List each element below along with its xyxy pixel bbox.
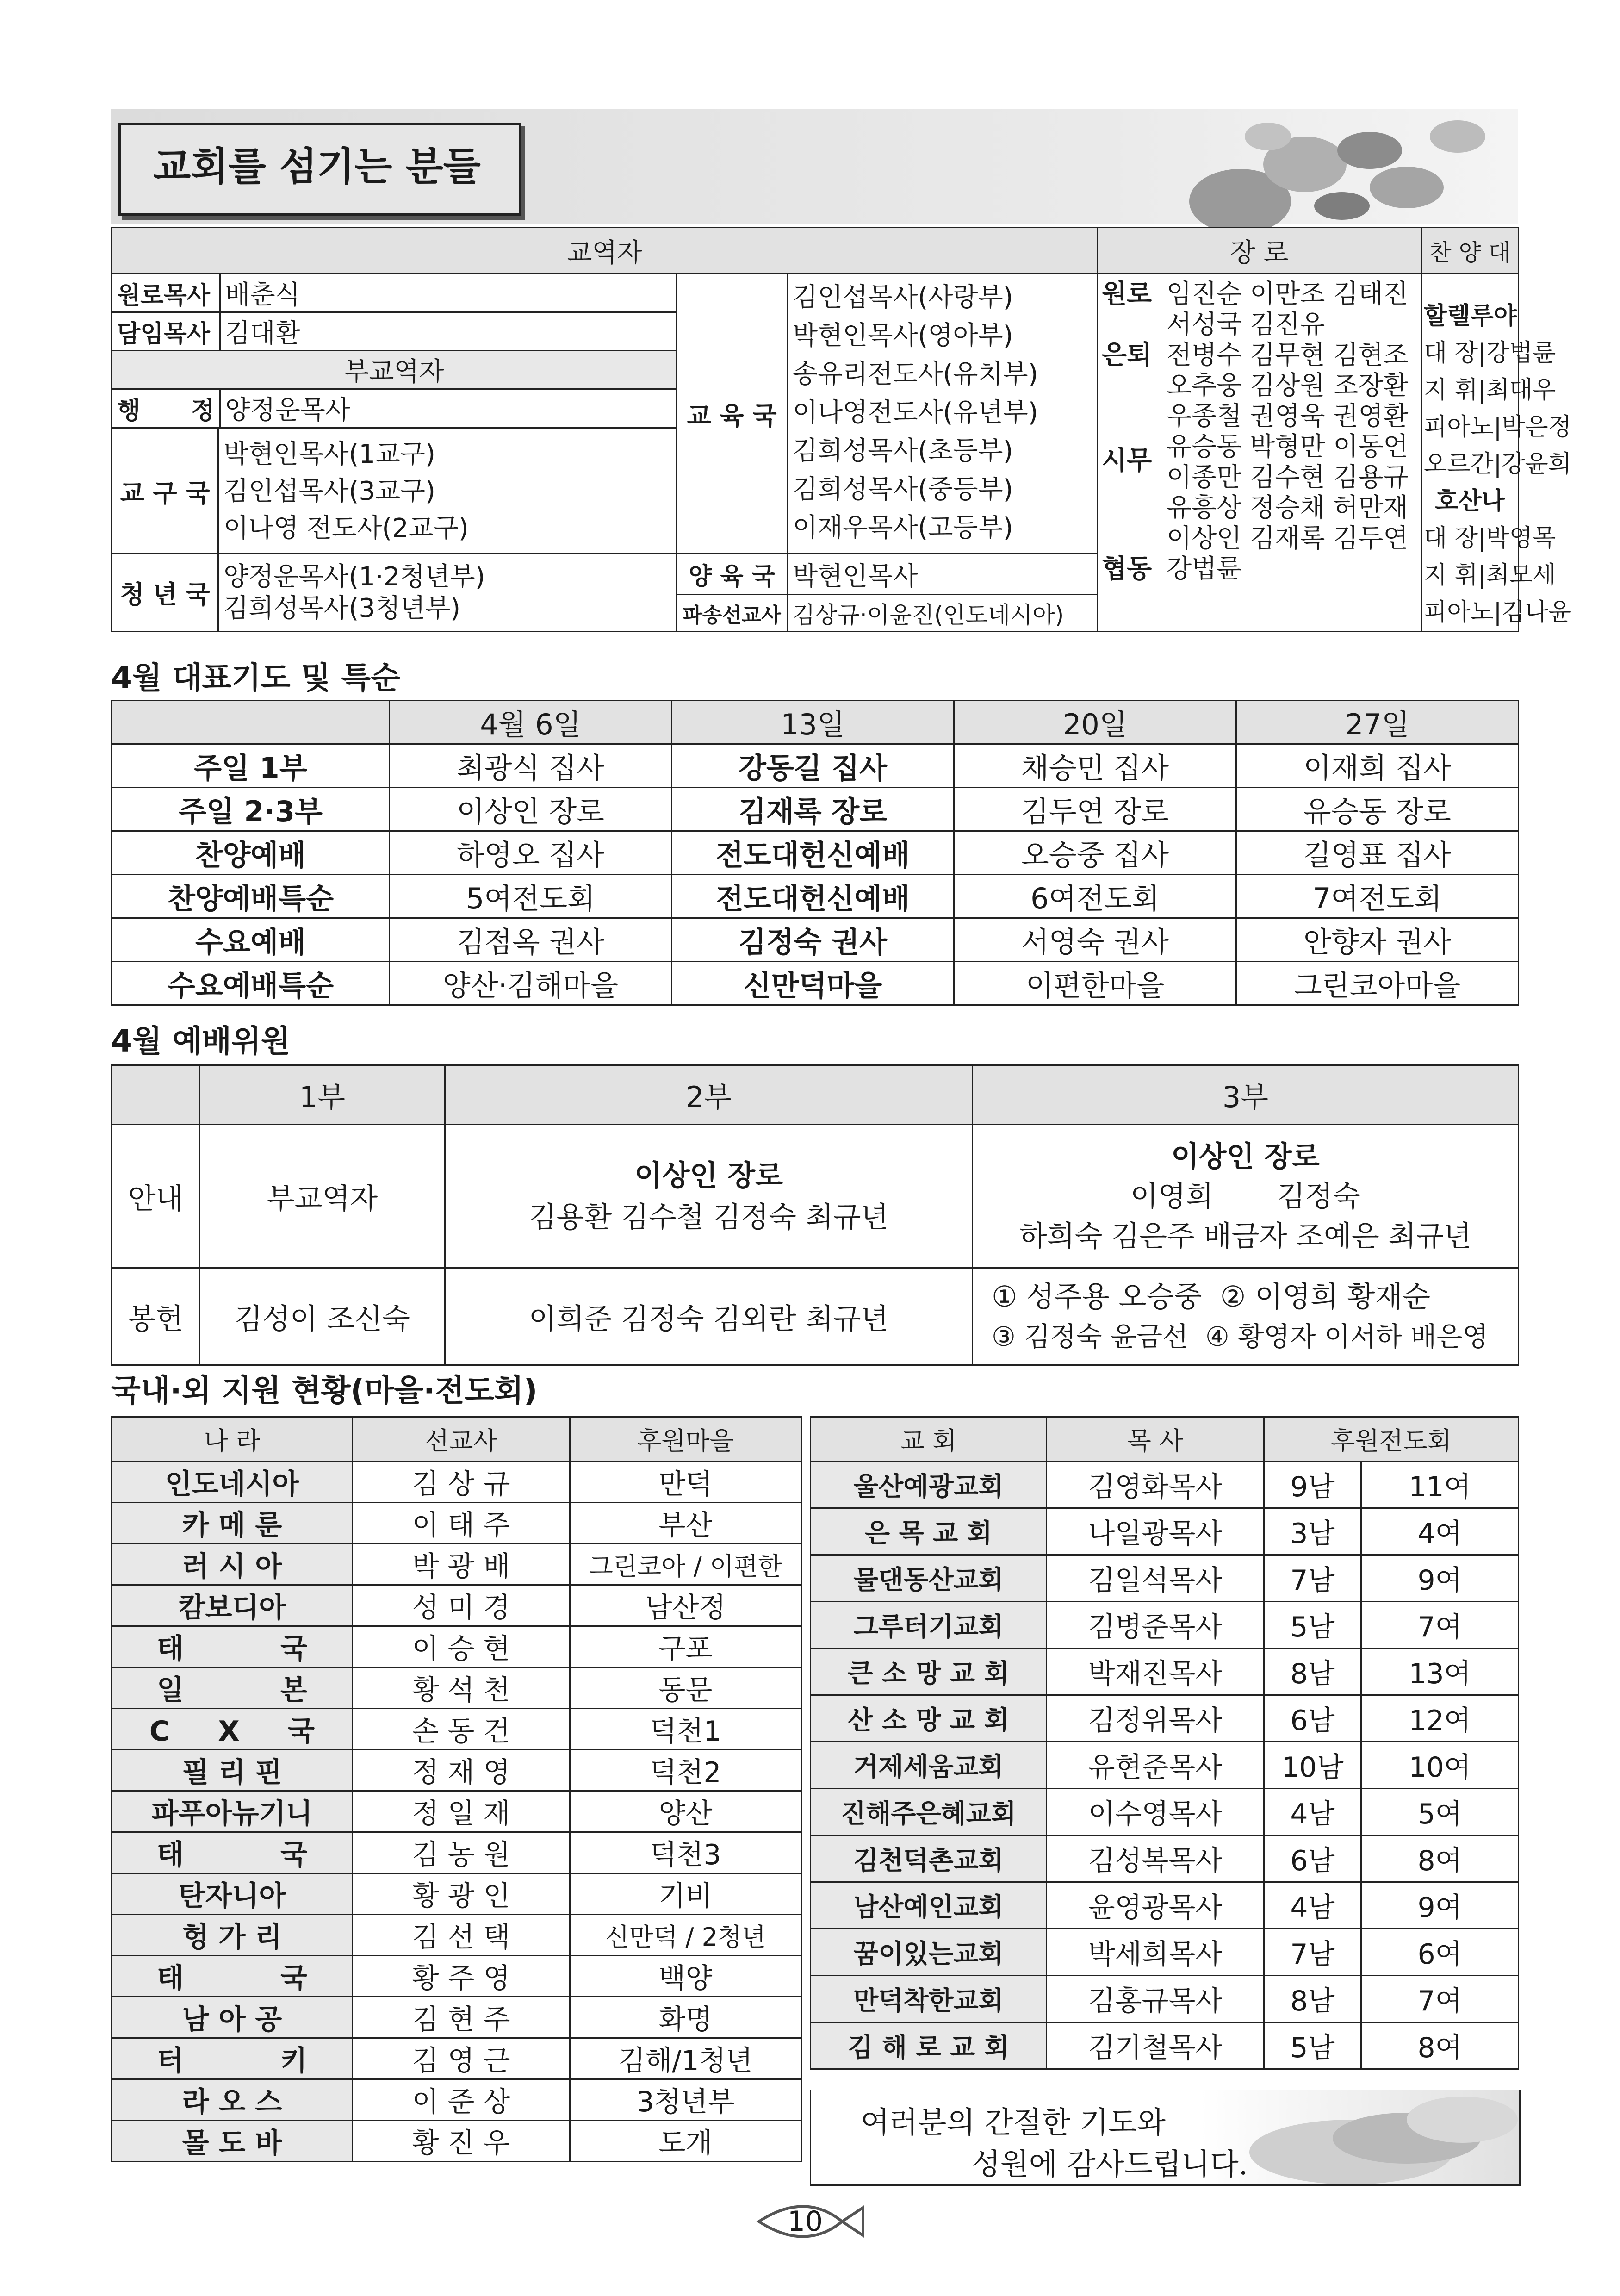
worship-header: 2부 bbox=[445, 1065, 973, 1125]
worship-corner bbox=[112, 1065, 200, 1125]
choir-name: 호산나 bbox=[1435, 487, 1505, 515]
prayer-cell: 이상인 장로 bbox=[390, 788, 672, 831]
kyogu-line: 박현인목사(1교구) bbox=[223, 439, 435, 469]
table-row bbox=[811, 1508, 1519, 1555]
pastor-cell: 김기철목사 bbox=[1047, 2022, 1264, 2069]
prayer-row-label: 찬양예배 bbox=[112, 831, 390, 875]
pastor-cell: 김병준목사 bbox=[1047, 1602, 1264, 1649]
country-cell: 터 키 bbox=[112, 2038, 353, 2079]
pastor-cell: 박세희목사 bbox=[1047, 1929, 1264, 1976]
country-cell: 카 메 룬 bbox=[112, 1503, 353, 1544]
elder-label: 협동 bbox=[1102, 554, 1152, 584]
pastor-cell: 박재진목사 bbox=[1047, 1649, 1264, 1695]
prayer-row-label: 주일 2·3부 bbox=[112, 788, 390, 831]
elder-line: 전병수 김무현 김현조 bbox=[1167, 340, 1409, 370]
pastor-cell: 김정위목사 bbox=[1047, 1695, 1264, 1742]
country-cell: 러 시 아 bbox=[112, 1544, 353, 1585]
choir-member: 박영목 bbox=[1486, 524, 1556, 552]
village-cell: 신만덕 / 2청년 bbox=[570, 1915, 801, 1956]
men-cell: 7남 bbox=[1264, 1929, 1361, 1976]
prayer-cell: 이편한마을 bbox=[954, 962, 1236, 1005]
prayer-cell: 김재록 장로 bbox=[672, 788, 954, 831]
kyoyuk-line: 이재우목사(고등부) bbox=[793, 513, 1013, 543]
men-cell: 5남 bbox=[1264, 2022, 1361, 2069]
women-cell: 8여 bbox=[1361, 2022, 1519, 2069]
label-pasong: 파송선교사 bbox=[677, 595, 788, 632]
missionary-cell: 황 진 우 bbox=[353, 2121, 570, 2162]
choir-role: 지 휘 bbox=[1424, 561, 1478, 589]
table-row bbox=[811, 1462, 1519, 1508]
table-row bbox=[112, 1462, 801, 1503]
table-row bbox=[112, 1668, 801, 1709]
kyoyuk-line: 김인섭목사(사랑부) bbox=[793, 282, 1013, 312]
country-cell: 캄보디아 bbox=[112, 1585, 353, 1626]
missionary-cell: 손 동 건 bbox=[353, 1709, 570, 1750]
church-cell: 꿈이있는교회 bbox=[811, 1929, 1047, 1976]
kyogu-list bbox=[218, 429, 677, 554]
support-title: 국내·외 지원 현황(마을·전도회) bbox=[111, 1373, 538, 1408]
kyoyuk-list bbox=[788, 274, 1098, 554]
label-kyoyuk: 교 육 국 bbox=[677, 274, 788, 554]
prayer-cell: 서영숙 권사 bbox=[954, 918, 1236, 962]
village-cell: 3청년부 bbox=[570, 2079, 801, 2121]
church-cell: 울산예광교회 bbox=[811, 1462, 1047, 1508]
country-cell: 탄자니아 bbox=[112, 1873, 353, 1915]
missionary-cell: 황 광 인 bbox=[353, 1873, 570, 1915]
missionary-cell: 김 현 주 bbox=[353, 1997, 570, 2038]
women-cell: 12여 bbox=[1361, 1695, 1519, 1742]
country-cell: 파푸아뉴기니 bbox=[112, 1791, 353, 1832]
table-row bbox=[112, 1832, 801, 1873]
thanks-line-1: 여러분의 간절한 기도와 bbox=[861, 2106, 1166, 2140]
village-cell: 기비 bbox=[570, 1873, 801, 1915]
missionary-cell: 김 농 원 bbox=[353, 1832, 570, 1873]
elder-line: 임진순 이만조 김태진 bbox=[1167, 279, 1409, 309]
pastor-cell: 김영화목사 bbox=[1047, 1462, 1264, 1508]
support-left-header: 선교사 bbox=[353, 1417, 570, 1462]
worship-bongheon-1: 김성이 조신숙 bbox=[200, 1268, 445, 1365]
prayer-cell: 김점옥 권사 bbox=[390, 918, 672, 962]
table-row bbox=[811, 1882, 1519, 1929]
thanks-line-2: 성원에 감사드립니다. bbox=[972, 2147, 1248, 2182]
table-row bbox=[112, 1956, 801, 1997]
value-pasong: 김상규·이윤진(인도네시아) bbox=[788, 595, 1098, 632]
prayer-cell: 안향자 권사 bbox=[1236, 918, 1519, 962]
choir-role: 피아노 bbox=[1424, 413, 1494, 441]
table-row bbox=[112, 1709, 801, 1750]
prayer-cell: 5여전도회 bbox=[390, 875, 672, 918]
table-row bbox=[112, 1915, 801, 1956]
missionary-cell: 이 준 상 bbox=[353, 2079, 570, 2121]
support-right-header: 후원전도회 bbox=[1264, 1417, 1519, 1462]
table-row bbox=[112, 1626, 801, 1668]
pastor-cell: 김홍규목사 bbox=[1047, 1976, 1264, 2022]
prayer-table bbox=[111, 700, 1519, 1006]
elder-line: 이상인 김재록 김두연 bbox=[1167, 523, 1409, 554]
elder-line: 유승동 박형만 이동언 bbox=[1167, 432, 1409, 462]
support-right-header: 목 사 bbox=[1047, 1417, 1264, 1462]
men-cell: 4남 bbox=[1264, 1789, 1361, 1836]
missionary-cell: 황 주 영 bbox=[353, 1956, 570, 1997]
label-wonro: 원로목사 bbox=[112, 274, 220, 312]
table-row bbox=[112, 1503, 801, 1544]
village-cell: 부산 bbox=[570, 1503, 801, 1544]
missionary-cell: 김 영 근 bbox=[353, 2038, 570, 2079]
pastor-cell: 유현준목사 bbox=[1047, 1742, 1264, 1789]
value-haengjeong: 양정운목사 bbox=[220, 389, 676, 428]
table-row bbox=[112, 2038, 801, 2079]
support-left-header: 나 라 bbox=[112, 1417, 353, 1462]
table-row bbox=[811, 1789, 1519, 1836]
prayer-date: 20일 bbox=[954, 701, 1236, 744]
support-left-table bbox=[111, 1416, 802, 2162]
prayer-date: 27일 bbox=[1236, 701, 1519, 744]
men-cell: 3남 bbox=[1264, 1508, 1361, 1555]
prayer-cell: 채승민 집사 bbox=[954, 744, 1236, 788]
country-cell: 태 국 bbox=[112, 1832, 353, 1873]
choir-role: 대 장 bbox=[1424, 524, 1478, 552]
worship-line: 이영희 김정숙 bbox=[1130, 1179, 1361, 1213]
elder-line: 이종만 김수현 김용규 bbox=[1167, 462, 1409, 492]
missionary-cell: 박 광 배 bbox=[353, 1544, 570, 1585]
women-cell: 6여 bbox=[1361, 1929, 1519, 1976]
table-row bbox=[112, 1544, 801, 1585]
village-cell: 만덕 bbox=[570, 1462, 801, 1503]
value-yangyuk: 박현인목사 bbox=[788, 554, 1098, 595]
kyoyuk-line: 이나영전도사(유년부) bbox=[793, 398, 1038, 428]
prayer-cell: 양산·김해마을 bbox=[390, 962, 672, 1005]
country-cell: C X 국 bbox=[112, 1709, 353, 1750]
worship-line: 이상인 장로 bbox=[634, 1158, 783, 1192]
choir-member: 박은정 bbox=[1502, 413, 1571, 441]
missionary-cell: 정 일 재 bbox=[353, 1791, 570, 1832]
men-cell: 6남 bbox=[1264, 1836, 1361, 1882]
value-wonro: 배춘식 bbox=[220, 274, 676, 312]
village-cell: 구포 bbox=[570, 1626, 801, 1668]
prayer-cell: 하영오 집사 bbox=[390, 831, 672, 875]
prayer-cell: 최광식 집사 bbox=[390, 744, 672, 788]
village-cell: 그린코아 / 이편한 bbox=[570, 1544, 801, 1585]
prayer-cell: 7여전도회 bbox=[1236, 875, 1519, 918]
country-cell: 필 리 핀 bbox=[112, 1750, 353, 1791]
church-cell: 큰 소 망 교 회 bbox=[811, 1649, 1047, 1695]
worship-line: ① 성주용 오승중 ② 이영희 황재순 bbox=[992, 1279, 1431, 1313]
church-cell: 김 해 로 교 회 bbox=[811, 2022, 1047, 2069]
missionary-cell: 이 승 현 bbox=[353, 1626, 570, 1668]
worship-annae-1: 부교역자 bbox=[200, 1125, 445, 1268]
worship-line: 하희숙 김은주 배금자 조예은 최규년 bbox=[1019, 1219, 1472, 1253]
women-cell: 8여 bbox=[1361, 1836, 1519, 1882]
country-cell: 남 아 공 bbox=[112, 1997, 353, 2038]
pastor-cell: 윤영광목사 bbox=[1047, 1882, 1264, 1929]
kyoyuk-line: 김희성목사(초등부) bbox=[793, 436, 1013, 466]
bu-header: 부교역자 bbox=[112, 351, 676, 389]
men-cell: 5남 bbox=[1264, 1602, 1361, 1649]
country-cell: 몰 도 바 bbox=[112, 2121, 353, 2162]
table-row bbox=[811, 1602, 1519, 1649]
table-row bbox=[112, 1791, 801, 1832]
label-haengjeong: 행 정 bbox=[112, 389, 220, 428]
prayer-row-label: 수요예배 bbox=[112, 918, 390, 962]
missionary-cell: 이 태 주 bbox=[353, 1503, 570, 1544]
prayer-cell: 전도대헌신예배 bbox=[672, 831, 954, 875]
prayer-corner bbox=[112, 701, 390, 744]
cheongnyeon-line: 양정운목사(1·2청년부) bbox=[223, 561, 485, 592]
missionary-cell: 성 미 경 bbox=[353, 1585, 570, 1626]
choir-role: 지 휘 bbox=[1424, 376, 1478, 404]
prayer-cell: 전도대헌신예배 bbox=[672, 875, 954, 918]
pastor-cell: 김성복목사 bbox=[1047, 1836, 1264, 1882]
ministers-left bbox=[112, 274, 676, 428]
pastor-cell: 김일석목사 bbox=[1047, 1555, 1264, 1602]
choir-role: 대 장 bbox=[1424, 339, 1478, 367]
worship-bongheon-3 bbox=[973, 1268, 1519, 1365]
village-cell: 덕천1 bbox=[570, 1709, 801, 1750]
pastor-cell: 이수영목사 bbox=[1047, 1789, 1264, 1836]
table-row bbox=[811, 1929, 1519, 1976]
elder-line: 우종철 권영욱 권영환 bbox=[1167, 401, 1409, 431]
women-cell: 5여 bbox=[1361, 1789, 1519, 1836]
men-cell: 9남 bbox=[1264, 1462, 1361, 1508]
church-cell: 그루터기교회 bbox=[811, 1602, 1047, 1649]
choir-role: 오르간 bbox=[1424, 450, 1494, 478]
women-cell: 7여 bbox=[1361, 1976, 1519, 2022]
village-cell: 남산정 bbox=[570, 1585, 801, 1626]
prayer-cell: 오승중 집사 bbox=[954, 831, 1236, 875]
missionary-cell: 김 선 택 bbox=[353, 1915, 570, 1956]
elder-line: 서성국 김진유 bbox=[1167, 310, 1325, 340]
village-cell: 도개 bbox=[570, 2121, 801, 2162]
women-cell: 11여 bbox=[1361, 1462, 1519, 1508]
table-row bbox=[811, 1649, 1519, 1695]
missionary-cell: 황 석 천 bbox=[353, 1668, 570, 1709]
header-chanyangdae: 찬 양 대 bbox=[1421, 228, 1519, 274]
page-number: 10 bbox=[787, 2205, 823, 2238]
choir-member: 강법륜 bbox=[1486, 339, 1556, 367]
support-right-header: 교 회 bbox=[811, 1417, 1047, 1462]
choir-role: 피아노 bbox=[1424, 598, 1494, 626]
worship-line: ③ 김정숙 윤금선 ④ 황영자 이서하 배은영 bbox=[992, 1320, 1489, 1352]
men-cell: 7남 bbox=[1264, 1555, 1361, 1602]
church-cell: 남산예인교회 bbox=[811, 1882, 1047, 1929]
cheongnyeon-line: 김희성목사(3청년부) bbox=[223, 593, 461, 623]
table-row bbox=[811, 1742, 1519, 1789]
prayer-cell: 그린코아마을 bbox=[1236, 962, 1519, 1005]
choir-name: 할렐루야 bbox=[1424, 302, 1517, 330]
country-cell: 태 국 bbox=[112, 1626, 353, 1668]
worship-bongheon-2: 이희준 김정숙 김외란 최규년 bbox=[445, 1268, 973, 1365]
church-cell: 진해주은혜교회 bbox=[811, 1789, 1047, 1836]
country-cell: 일 본 bbox=[112, 1668, 353, 1709]
women-cell: 7여 bbox=[1361, 1602, 1519, 1649]
prayer-title: 4월 대표기도 및 특순 bbox=[111, 660, 400, 696]
table-row bbox=[112, 1585, 801, 1626]
women-cell: 10여 bbox=[1361, 1742, 1519, 1789]
women-cell: 9여 bbox=[1361, 1555, 1519, 1602]
header-kyoyeokja: 교역자 bbox=[112, 228, 1098, 274]
label-yangyuk: 양 육 국 bbox=[677, 554, 788, 595]
prayer-cell: 유승동 장로 bbox=[1236, 788, 1519, 831]
kyoyuk-line: 박현인목사(영아부) bbox=[793, 321, 1013, 351]
worship-annae-2 bbox=[445, 1125, 973, 1268]
table-row bbox=[112, 1750, 801, 1791]
church-cell: 만덕착한교회 bbox=[811, 1976, 1047, 2022]
value-damim: 김대환 bbox=[220, 312, 676, 351]
elder-line: 유흥상 정승채 허만재 bbox=[1167, 493, 1409, 523]
choir-list: 할렐루야 대 장 | 강법륜 지 휘 | 최대우 피아노 | 박은정 오르간 | 강윤희 호산나 대 장 | 박영목 지 휘 | 최모세 피아노 | 김나윤 bbox=[1421, 274, 1519, 632]
ministers-table bbox=[111, 227, 1571, 632]
elder-line: 오추웅 김상원 조장환 bbox=[1167, 371, 1409, 401]
worship-bongheon-label: 봉헌 bbox=[112, 1268, 200, 1365]
choir-member: 최대우 bbox=[1486, 376, 1556, 404]
country-cell: 헝 가 리 bbox=[112, 1915, 353, 1956]
choir-member: 강윤희 bbox=[1502, 450, 1571, 478]
prayer-cell: 이재희 집사 bbox=[1236, 744, 1519, 788]
village-cell: 화명 bbox=[570, 1997, 801, 2038]
country-cell: 태 국 bbox=[112, 1956, 353, 1997]
table-row bbox=[112, 2079, 801, 2121]
table-row bbox=[811, 1836, 1519, 1882]
men-cell: 8남 bbox=[1264, 1649, 1361, 1695]
village-cell: 양산 bbox=[570, 1791, 801, 1832]
page-title-text: 교회를 섬기는 분들 bbox=[153, 144, 481, 189]
men-cell: 6남 bbox=[1264, 1695, 1361, 1742]
village-cell: 덕천2 bbox=[570, 1750, 801, 1791]
elders-list bbox=[1098, 274, 1421, 632]
prayer-cell: 길영표 집사 bbox=[1236, 831, 1519, 875]
worship-title: 4월 예배위원 bbox=[111, 1023, 291, 1059]
prayer-cell: 강동길 집사 bbox=[672, 744, 954, 788]
country-cell: 인도네시아 bbox=[112, 1462, 353, 1503]
table-row bbox=[112, 1997, 801, 2038]
table-row bbox=[112, 1873, 801, 1915]
prayer-row-label: 수요예배특순 bbox=[112, 962, 390, 1005]
prayer-cell: 신만덕마을 bbox=[672, 962, 954, 1005]
support-left-header: 후원마을 bbox=[570, 1417, 801, 1462]
support-right-table bbox=[810, 1416, 1519, 2070]
worship-annae-label: 안내 bbox=[112, 1125, 200, 1268]
village-cell: 동문 bbox=[570, 1668, 801, 1709]
table-row bbox=[811, 2022, 1519, 2069]
missionary-cell: 김 상 규 bbox=[353, 1462, 570, 1503]
kyoyuk-line: 김희성목사(중등부) bbox=[793, 474, 1013, 504]
prayer-date: 13일 bbox=[672, 701, 954, 744]
pastor-cell: 나일광목사 bbox=[1047, 1508, 1264, 1555]
worship-table bbox=[111, 1064, 1519, 1366]
cheongnyeon-list bbox=[218, 554, 677, 632]
label-damim: 담임목사 bbox=[112, 312, 220, 351]
worship-header: 3부 bbox=[973, 1065, 1519, 1125]
men-cell: 10남 bbox=[1264, 1742, 1361, 1789]
women-cell: 9여 bbox=[1361, 1882, 1519, 1929]
table-row bbox=[811, 1695, 1519, 1742]
choir-member: 김나윤 bbox=[1502, 598, 1571, 626]
table-row bbox=[811, 1555, 1519, 1602]
church-cell: 김천덕촌교회 bbox=[811, 1836, 1047, 1882]
kyoyuk-line: 송유리전도사(유치부) bbox=[793, 359, 1038, 389]
worship-annae-3 bbox=[973, 1125, 1519, 1268]
prayer-date: 4월 6일 bbox=[390, 701, 672, 744]
church-cell: 은 목 교 회 bbox=[811, 1508, 1047, 1555]
label-kyogu: 교 구 국 bbox=[112, 429, 218, 554]
elder-label: 은퇴 bbox=[1102, 340, 1152, 370]
prayer-row-label: 찬양예배특순 bbox=[112, 875, 390, 918]
elder-label: 시무 bbox=[1102, 446, 1152, 476]
header-jangro: 장 로 bbox=[1098, 228, 1421, 274]
kyogu-line: 김인섭목사(3교구) bbox=[223, 476, 435, 506]
worship-line: 김용환 김수철 김정숙 최규년 bbox=[528, 1200, 889, 1234]
church-cell: 산 소 망 교 회 bbox=[811, 1695, 1047, 1742]
women-cell: 4여 bbox=[1361, 1508, 1519, 1555]
label-cheongnyeon: 청 년 국 bbox=[112, 554, 218, 632]
church-cell: 물댄동산교회 bbox=[811, 1555, 1047, 1602]
table-row bbox=[811, 1976, 1519, 2022]
village-cell: 덕천3 bbox=[570, 1832, 801, 1873]
country-cell: 라 오 스 bbox=[112, 2079, 353, 2121]
kyogu-line: 이나영 전도사(2교구) bbox=[223, 513, 469, 543]
village-cell: 김해/1청년 bbox=[570, 2038, 801, 2079]
women-cell: 13여 bbox=[1361, 1649, 1519, 1695]
men-cell: 8남 bbox=[1264, 1976, 1361, 2022]
worship-line: 이상인 장로 bbox=[1171, 1139, 1320, 1173]
hands-photo bbox=[1231, 2092, 1515, 2182]
prayer-row-label: 주일 1부 bbox=[112, 744, 390, 788]
elder-label: 원로 bbox=[1102, 279, 1152, 309]
elder-line: 강법륜 bbox=[1167, 554, 1242, 584]
missionary-cell: 정 재 영 bbox=[353, 1750, 570, 1791]
church-cell: 거제세움교회 bbox=[811, 1742, 1047, 1789]
prayer-cell: 김정숙 권사 bbox=[672, 918, 954, 962]
plant-photo bbox=[1185, 109, 1518, 224]
men-cell: 4남 bbox=[1264, 1882, 1361, 1929]
prayer-cell: 김두연 장로 bbox=[954, 788, 1236, 831]
village-cell: 백양 bbox=[570, 1956, 801, 1997]
prayer-cell: 6여전도회 bbox=[954, 875, 1236, 918]
worship-header: 1부 bbox=[200, 1065, 445, 1125]
table-row bbox=[112, 2121, 801, 2162]
choir-member: 최모세 bbox=[1486, 561, 1556, 589]
